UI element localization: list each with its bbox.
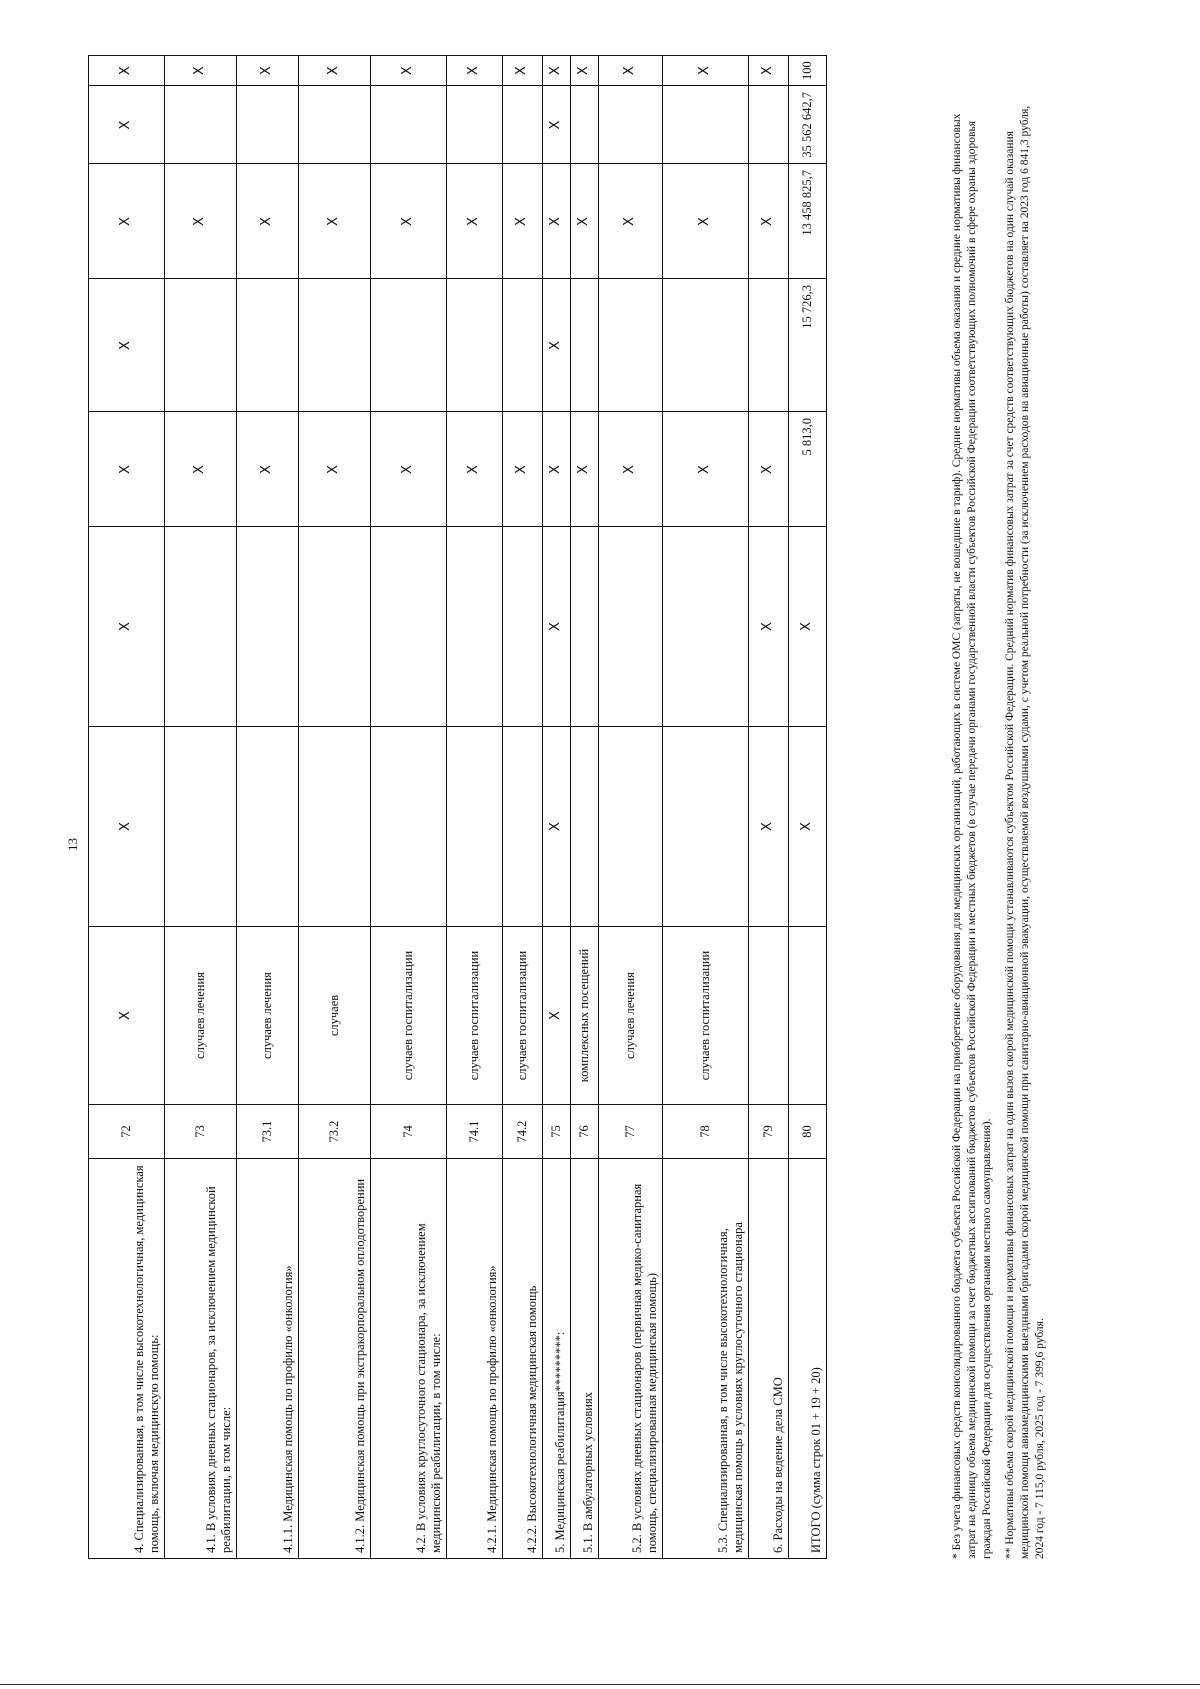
cell-col9 [599,86,663,164]
cell-col8: X [89,164,165,279]
row-number: 77 [599,1105,663,1159]
cell-col4 [663,727,749,927]
cell-col6: X [299,412,371,527]
cell-col4 [299,727,371,927]
cell-col5: X [89,527,165,727]
unit-of-measure: случаев госпитализации [503,927,543,1105]
table-row [299,56,371,1559]
cell-col4: X [543,727,571,927]
cell-col9 [299,86,371,164]
cell-col4: X [89,727,165,927]
cell-col6: X [503,412,543,527]
bottom-rule [0,1684,1200,1685]
cell-col6: X [663,412,749,527]
cell-col8: X [299,164,371,279]
row-name: 5.2. В условиях дневных стационаров (первичная медико-санитарная помощь, специализированная медицинская помощь) [599,1159,663,1559]
cell-col7 [447,279,503,412]
cell-col10: X [371,56,447,86]
unit-of-measure: случаев лечения [165,927,237,1105]
cell-col4 [599,727,663,927]
cell-col6: X [165,412,237,527]
row-name: 5. Медицинская реабилитация*********: [543,1159,571,1559]
cell-col7 [571,279,599,412]
financing-table [88,55,827,1559]
row-name: 5.1. В амбулаторных условиях [571,1159,599,1559]
table-body [89,56,827,1559]
row-number: 78 [663,1105,749,1159]
unit-of-measure: случаев госпитализации [663,927,749,1105]
row-number: 79 [749,1105,789,1159]
cell-col5 [663,527,749,727]
cell-col9 [165,86,237,164]
unit-of-measure [749,927,789,1105]
cell-col8: X [663,164,749,279]
cell-col7 [503,279,543,412]
cell-col5 [165,527,237,727]
row-name: ИТОГО (сумма строк 01 + 19 + 20) [789,1159,827,1559]
footnote-1: * Без учета финансовых средств консолидированного бюджета субъекта Российской Федерации на приобретение оборудования для медицинских организаций, работающих в системе ОМС (затраты, не вошедшие в тариф). Средние нормативы объема оказания и средние нормативы финансовых затрат на единицу объема медицинской помощи за счет бюджетных ассигнований бюджетов субъектов Российской Федерации и местных бюджетов (в случае передачи органами государственной власти субъектов Российской Федерации соответствующих полномочий в сфере охраны здоровья граждан Российской Федерации для осуществления органами местного самоуправления). [951,113,993,1559]
cell-col9 [571,86,599,164]
unit-of-measure: X [89,927,165,1105]
cell-col5 [371,527,447,727]
cell-col10: X [663,56,749,86]
cell-col10: X [299,56,371,86]
cell-col9: X [89,86,165,164]
cell-col6: X [599,412,663,527]
cell-col7 [165,279,237,412]
cell-col9: 35 562 642,7 [789,86,827,164]
cell-col4: X [749,727,789,927]
cell-col6: X [371,412,447,527]
cell-col7 [237,279,299,412]
row-name: 4.2.2. Высокотехнологичная медицинская помощь [503,1159,543,1559]
row-name: 5.3. Специализированная, в том числе высокотехнологичная, медицинская помощь в условиях круглосуточного стационара [663,1159,749,1559]
cell-col10: X [89,56,165,86]
cell-col8: X [165,164,237,279]
table-row [237,56,299,1559]
table-row [789,56,827,1559]
row-number: 76 [571,1105,599,1159]
cell-col8: X [571,164,599,279]
cell-col8: X [543,164,571,279]
footnotes [950,89,1056,1559]
cell-col5 [571,527,599,727]
cell-col4 [447,727,503,927]
row-number: 75 [543,1105,571,1159]
cell-col10: X [237,56,299,86]
row-name: 4.2.1. Медицинская помощь по профилю «онкология» [447,1159,503,1559]
cell-col8: X [237,164,299,279]
cell-col4: X [789,727,827,927]
unit-of-measure: случаев лечения [237,927,299,1105]
cell-col5 [299,527,371,727]
row-number: 73.1 [237,1105,299,1159]
unit-of-measure: случаев лечения [599,927,663,1105]
table-row [543,56,571,1559]
row-name: 4.2. В условиях круглосуточного стационара, за исключением медицинской реабилитации, в том числе: [371,1159,447,1559]
cell-col6: X [543,412,571,527]
cell-col9 [663,86,749,164]
table-row [371,56,447,1559]
cell-col5: X [789,527,827,727]
cell-col5 [599,527,663,727]
row-number: 73.2 [299,1105,371,1159]
row-name: 4.1. В условиях дневных стационаров, за исключением медицинской реабилитации, в том числе: [165,1159,237,1559]
table-row [89,56,165,1559]
table-row [571,56,599,1559]
cell-col9: X [543,86,571,164]
cell-col10: 100 [789,56,827,86]
cell-col9 [447,86,503,164]
cell-col4 [371,727,447,927]
cell-col8: X [599,164,663,279]
cell-col10: X [447,56,503,86]
cell-col10: X [503,56,543,86]
cell-col4 [571,727,599,927]
cell-col10: X [165,56,237,86]
unit-of-measure: случаев [299,927,371,1105]
table-row [447,56,503,1559]
unit-of-measure: X [543,927,571,1105]
cell-col4 [503,727,543,927]
unit-of-measure: случаев госпитализации [371,927,447,1105]
cell-col6: X [447,412,503,527]
cell-col10: X [571,56,599,86]
cell-col4 [165,727,237,927]
cell-col5: X [543,527,571,727]
footnote-2: ** Нормативы объема скорой медицинской помощи и нормативы финансовых затрат на один вызов скорой медицинской помощи устанавливаются субъектом Российской Федерации. Средний норматив финансовых затрат за счет средств соответствующих бюджетов на один случай оказания медицинской помощи авиамедицинскими выездными бригадами скорой медицинской помощи при санитарно-авиационной эвакуации, осуществляемой воздушными судами, с учетом реальной потребности (за исключением расходов на авиационные работы) составляет на 2023 год 6 841,3 рубля, 2024 год - 7 115,0 рубля, 2025 год - 7 399,6 рубля. [1003,105,1046,1559]
row-number: 73 [165,1105,237,1159]
cell-col9 [749,86,789,164]
cell-col4 [237,727,299,927]
cell-col9 [237,86,299,164]
cell-col7 [299,279,371,412]
cell-col5 [447,527,503,727]
cell-col6: X [749,412,789,527]
row-name: 4.1.1. Медицинская помощь по профилю «онкология» [237,1159,299,1559]
cell-col8: X [371,164,447,279]
table-row [165,56,237,1559]
cell-col10: X [749,56,789,86]
cell-col8: X [503,164,543,279]
cell-col6: X [571,412,599,527]
table-row [599,56,663,1559]
cell-col8: X [749,164,789,279]
unit-of-measure [789,927,827,1105]
unit-of-measure: комплексных посещений [571,927,599,1105]
cell-col6: X [237,412,299,527]
table-row [503,56,543,1559]
row-name: 4.1.2. Медицинская помощь при экстракорпоральном оплодотворении [299,1159,371,1559]
table-row [749,56,789,1559]
row-number: 74.1 [447,1105,503,1159]
row-number: 74 [371,1105,447,1159]
cell-col10: X [599,56,663,86]
table-row [663,56,749,1559]
cell-col7 [663,279,749,412]
cell-col6: X [89,412,165,527]
cell-col7 [599,279,663,412]
row-name: 4. Специализированная, в том числе высокотехнологичная, медицинская помощь, включая медицинскую помощь: [89,1159,165,1559]
cell-col7: X [89,279,165,412]
row-number: 72 [89,1105,165,1159]
unit-of-measure: случаев госпитализации [447,927,503,1105]
row-name: 6. Расходы на ведение дела СМО [749,1159,789,1559]
cell-col5 [503,527,543,727]
cell-col7: 15 726,3 [789,279,827,412]
cell-col6: 5 813,0 [789,412,827,527]
row-number: 80 [789,1105,827,1159]
cell-col9 [503,86,543,164]
cell-col9 [371,86,447,164]
cell-col5 [237,527,299,727]
cell-col5: X [749,527,789,727]
cell-col7 [371,279,447,412]
cell-col8: X [447,164,503,279]
cell-col7: X [543,279,571,412]
cell-col7 [749,279,789,412]
row-number: 74.2 [503,1105,543,1159]
cell-col10: X [543,56,571,86]
cell-col8: 13 458 825,7 [789,164,827,279]
page-number: 13 [65,838,80,851]
